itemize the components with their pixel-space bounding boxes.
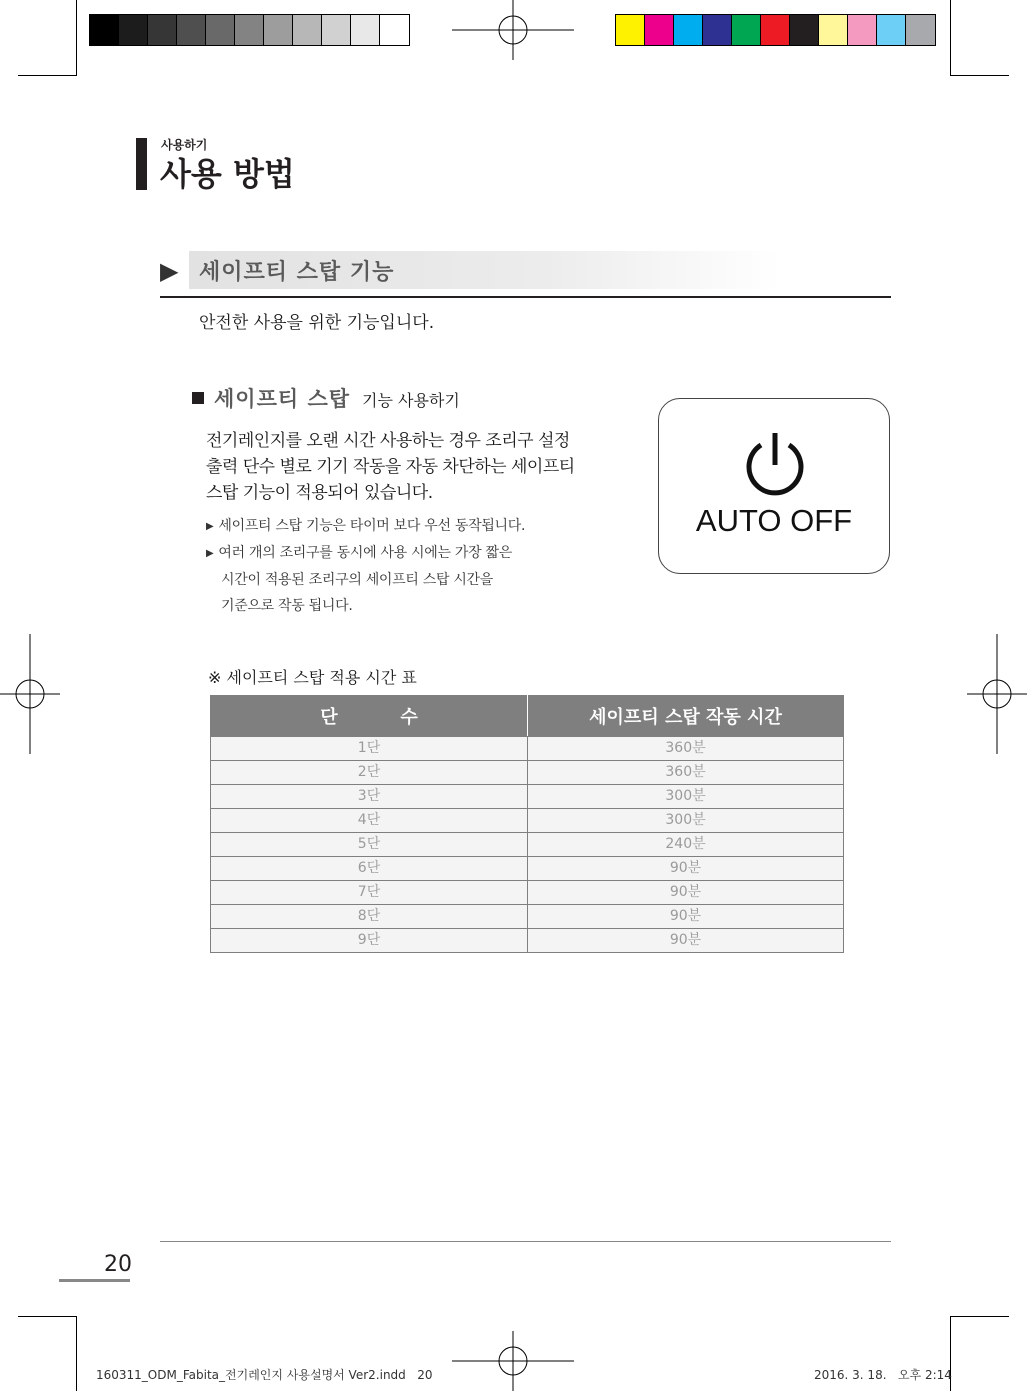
heading-accent-bar	[136, 138, 147, 190]
time-cell: 90분	[528, 929, 844, 953]
auto-off-label: AUTO OFF	[695, 503, 853, 538]
footer-divider	[160, 1241, 891, 1242]
bullet-continuation: 시간이 적용된 조리구의 세이프티 스탑 시간을	[221, 572, 494, 588]
color-swatch	[206, 15, 235, 45]
color-swatch	[177, 15, 206, 45]
color-swatch	[645, 15, 674, 45]
grayscale-bar	[89, 14, 410, 46]
subsection-title-rest: 기능 사용하기	[362, 391, 460, 410]
level-cell: 9단	[211, 929, 528, 953]
color-swatch	[293, 15, 322, 45]
paragraph-line: 출력 단수 별로 기기 작동을 자동 차단하는 세이프티	[206, 457, 575, 477]
print-slug-filename: 160311_ODM_Fabita_전기레인지 사용설명서 Ver2.indd 20	[96, 1368, 433, 1382]
color-swatch	[819, 15, 848, 45]
color-bar	[615, 14, 936, 46]
color-swatch	[264, 15, 293, 45]
table-row	[211, 881, 844, 905]
level-cell: 5단	[211, 833, 528, 857]
color-swatch	[674, 15, 703, 45]
time-cell: 90분	[528, 905, 844, 929]
section-divider	[160, 296, 891, 298]
level-cell: 6단	[211, 857, 528, 881]
chapter-label: 사용하기	[161, 138, 208, 152]
color-swatch	[906, 15, 935, 45]
time-cell: 300분	[528, 809, 844, 833]
subsection-paragraph	[206, 428, 626, 506]
time-cell: 90분	[528, 881, 844, 905]
level-cell: 2단	[211, 761, 528, 785]
color-swatch	[119, 15, 148, 45]
page-number: 20	[104, 1252, 132, 1277]
square-bullet-icon	[192, 392, 204, 404]
table-row	[211, 833, 844, 857]
section-title: 세이프티 스탑 기능	[199, 260, 395, 285]
color-swatch	[616, 15, 645, 45]
paragraph-line: 전기레인지를 오랜 시간 사용하는 경우 조리구 설정	[206, 431, 570, 451]
table-row	[211, 809, 844, 833]
color-swatch	[148, 15, 177, 45]
color-swatch	[848, 15, 877, 45]
table-row	[211, 905, 844, 929]
color-swatch	[235, 15, 264, 45]
page-number-underline	[59, 1279, 130, 1282]
time-cell: 90분	[528, 857, 844, 881]
color-swatch	[761, 15, 790, 45]
registration-mark-top	[452, 0, 574, 60]
bullet-text: 여러 개의 조리구를 동시에 사용 시에는 가장 짧은	[218, 545, 512, 561]
level-cell: 4단	[211, 809, 528, 833]
power-icon	[741, 429, 809, 497]
color-swatch	[703, 15, 732, 45]
triangle-bullet-icon: ▶	[206, 521, 214, 532]
registration-mark-left	[0, 634, 60, 754]
color-swatch	[877, 15, 906, 45]
time-cell: 240분	[528, 833, 844, 857]
paragraph-line: 스탑 기능이 적용되어 있습니다.	[206, 483, 433, 503]
print-slug-timestamp: 2016. 3. 18. 오후 2:14	[814, 1368, 952, 1382]
bullet-item	[206, 542, 512, 565]
color-swatch	[351, 15, 380, 45]
registration-mark-bottom	[452, 1331, 574, 1391]
registration-mark-right	[967, 634, 1027, 754]
table-header-row	[211, 696, 844, 737]
subsection-title-bold: 세이프티 스탑	[214, 387, 351, 411]
time-cell: 360분	[528, 761, 844, 785]
table-row	[211, 857, 844, 881]
column-header-time: 세이프티 스탑 작동 시간	[528, 696, 844, 737]
level-cell: 1단	[211, 737, 528, 761]
bullet-text: 세이프티 스탑 기능은 타이머 보다 우선 동작됩니다.	[218, 518, 526, 534]
table-row	[211, 785, 844, 809]
color-swatch	[322, 15, 351, 45]
section-arrow-icon: ▶	[160, 257, 179, 285]
triangle-bullet-icon: ▶	[206, 548, 214, 559]
time-cell: 300분	[528, 785, 844, 809]
table-caption: ※ 세이프티 스탑 적용 시간 표	[208, 668, 417, 687]
color-swatch	[90, 15, 119, 45]
safety-stop-table	[210, 695, 844, 953]
level-cell: 7단	[211, 881, 528, 905]
page-title: 사용 방법	[160, 155, 295, 193]
level-cell: 8단	[211, 905, 528, 929]
bullet-item	[206, 515, 525, 538]
section-description: 안전한 사용을 위한 기능입니다.	[199, 313, 435, 333]
color-swatch	[732, 15, 761, 45]
time-cell: 360분	[528, 737, 844, 761]
level-cell: 3단	[211, 785, 528, 809]
table-row	[211, 929, 844, 953]
column-header-level: 단 수	[211, 696, 528, 737]
auto-off-display	[658, 398, 890, 574]
color-swatch	[380, 15, 409, 45]
color-swatch	[790, 15, 819, 45]
table-row	[211, 761, 844, 785]
table-row	[211, 737, 844, 761]
bullet-continuation: 기준으로 작동 됩니다.	[221, 598, 353, 614]
